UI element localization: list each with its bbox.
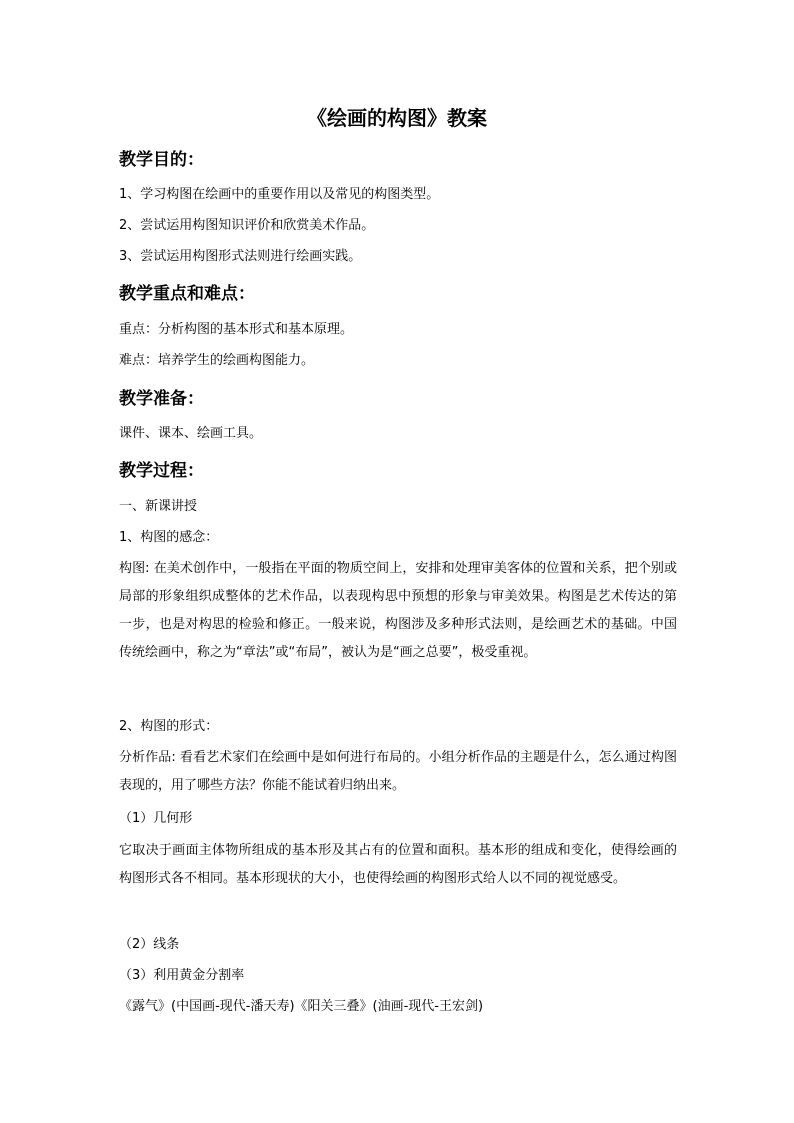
preparation-text: 课件、课本、绘画工具。 — [119, 426, 263, 441]
form-paragraph: 分析作品: 看看艺术家们在绘画中是如何进行布局的。小组分析作品的主题是什么，怎么通过构图表现的，用了哪些方法？你能不能试着归纳出来。 — [119, 750, 677, 793]
objective-item-3: 3、尝试运用构图形式法则进行绘画实践。 — [119, 249, 362, 264]
concept-paragraph: 构图: 在美术创作中，一般指在平面的物质空间上，安排和处理审美客体的位置和关系，把个别或局部的形象组织成整体的艺术作品，以表现构思中预想的形象与审美效果。构图是艺术传达的第一步，也是对构思的检验和修正。一般来说，构图涉及多种形式法则，是绘画艺术的基础。中国传统绘画中，称之为“章法”或“布局”，被认为是“画之总要”，极受重视。 — [119, 561, 677, 660]
objective-item-2: 2、尝试运用构图知识评价和欣赏美术作品。 — [119, 218, 375, 233]
concept-title: 1、构图的感念： — [119, 530, 219, 545]
heading-objectives: 教学目的： — [119, 150, 204, 170]
form-title: 2、构图的形式： — [119, 719, 219, 734]
key-point-item-2: 难点：培养学生的绘画构图能力。 — [119, 353, 315, 368]
process-part-1: 一、新课讲授 — [119, 499, 198, 514]
geometry-paragraph: 它取决于画面主体物所组成的基本形及其占有的位置和面积。基本形的组成和变化，使得绘画的构图形式各不相同。基本形现状的大小，也使得绘画的构图形式给人以不同的视觉感受。 — [119, 843, 677, 886]
objective-item-1: 1、学习构图在绘画中的重要作用以及常见的构图类型。 — [119, 187, 440, 202]
golden-ratio-title: （3）利用黄金分割率 — [119, 968, 245, 983]
heading-preparation: 教学准备： — [119, 389, 204, 409]
line-title: （2）线条 — [119, 937, 180, 952]
geometry-title: （1）几何形 — [119, 811, 193, 826]
heading-process: 教学过程： — [119, 461, 204, 481]
key-point-item-1: 重点：分析构图的基本形式和基本原理。 — [119, 322, 354, 337]
document-title: 《绘画的构图》教案 — [307, 106, 487, 130]
heading-key-points: 教学重点和难点： — [119, 284, 255, 304]
artwork-references: 《露气》(中国画-现代-潘天寿)《阳关三叠》(油画-现代-王宏剑) — [119, 999, 484, 1014]
